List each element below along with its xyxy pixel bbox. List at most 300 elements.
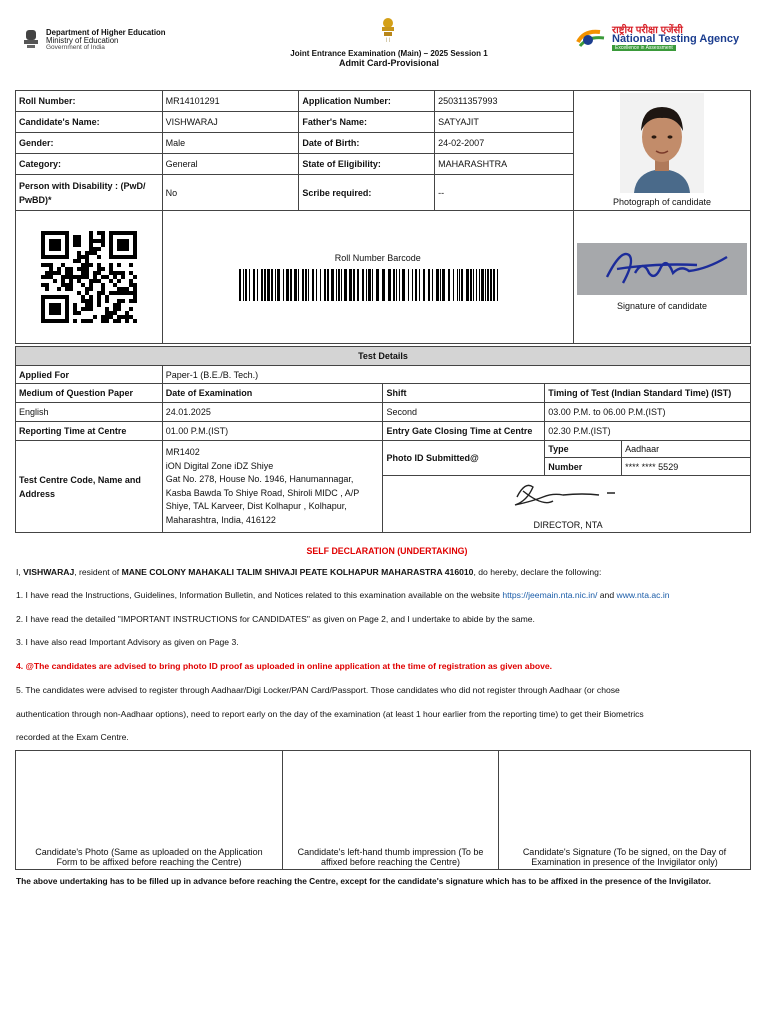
qr-module <box>53 279 57 283</box>
qr-module <box>125 287 129 291</box>
qr-module <box>49 267 53 271</box>
qr-module <box>89 299 93 303</box>
barcode-bar <box>275 269 276 301</box>
barcode-bar <box>440 269 441 301</box>
qr-module <box>109 251 113 255</box>
qr-module <box>65 299 69 303</box>
qr-module <box>89 287 93 291</box>
barcode-bar <box>459 269 460 301</box>
qr-module <box>41 299 45 303</box>
qr-module <box>121 239 125 243</box>
signature-cell <box>573 211 750 344</box>
qr-module <box>49 243 53 247</box>
qr-module <box>65 271 69 275</box>
pwd-value: No <box>162 175 299 211</box>
qr-module <box>65 319 69 323</box>
qr-module <box>109 291 113 295</box>
qr-module <box>97 279 101 283</box>
qr-module <box>85 303 89 307</box>
reporting-time-label: Reporting Time at Centre <box>16 422 163 441</box>
qr-module <box>133 291 137 295</box>
qr-module <box>117 307 121 311</box>
qr-module <box>73 239 77 243</box>
qr-module <box>129 291 133 295</box>
qr-module <box>41 239 45 243</box>
signature-affix-caption <box>499 847 750 867</box>
qr-module <box>57 271 61 275</box>
qr-module <box>85 251 89 255</box>
photo-affix-caption-line-1: Candidate's Photo (Same as uploaded on the Application <box>35 847 263 857</box>
qr-module <box>41 319 45 323</box>
barcode-bar <box>243 269 244 301</box>
qr-module <box>53 271 57 275</box>
qr-module <box>65 243 69 247</box>
qr-module <box>97 267 101 271</box>
qr-module <box>109 315 113 319</box>
qr-module <box>73 311 77 315</box>
qr-module <box>113 275 117 279</box>
qr-cell <box>16 211 163 344</box>
qr-module <box>129 299 133 303</box>
signature-affix-box <box>499 751 750 869</box>
director-signature <box>503 477 633 515</box>
qr-module <box>117 231 121 235</box>
qr-module <box>69 275 73 279</box>
qr-module <box>109 255 113 259</box>
scribe-value: -- <box>435 175 574 211</box>
qr-module <box>57 255 61 259</box>
qr-module <box>101 243 105 247</box>
qr-module <box>65 295 69 299</box>
qr-module <box>105 307 109 311</box>
qr-module <box>117 239 121 243</box>
qr-module <box>41 263 45 267</box>
qr-module <box>89 279 93 283</box>
qr-module <box>57 247 61 251</box>
qr-module <box>61 283 65 287</box>
qr-module <box>133 255 137 259</box>
qr-module <box>89 295 93 299</box>
barcode-bar <box>376 269 379 301</box>
qr-module <box>53 295 57 299</box>
qr-module <box>73 307 77 311</box>
qr-module <box>113 231 117 235</box>
qr-module <box>61 279 65 283</box>
barcode-bar <box>327 269 329 301</box>
qr-module <box>65 231 69 235</box>
qr-module <box>117 315 121 319</box>
qr-module <box>57 267 61 271</box>
qr-module <box>81 271 85 275</box>
medium-label: Medium of Question Paper <box>16 384 163 403</box>
qr-module <box>101 235 105 239</box>
qr-module <box>117 303 121 307</box>
qr-module <box>117 247 121 251</box>
dept-line-3: Government of India <box>46 44 105 51</box>
qr-module <box>57 311 61 315</box>
centre-line: Maharashtra, India, 416122 <box>165 514 276 525</box>
id-type-label: Type <box>545 441 622 458</box>
photo-caption: Photograph of candidate <box>612 197 712 207</box>
qr-module <box>77 259 81 263</box>
qr-module <box>41 275 45 279</box>
qr-module <box>113 303 117 307</box>
qr-module <box>81 255 85 259</box>
qr-module <box>97 247 101 251</box>
qr-module <box>105 295 109 299</box>
undertaking-footer: The above undertaking has to be filled up in advance before reaching the Centre, except for the candidate's signature which has to be affixed in the presence of the Invigilator. <box>16 876 711 886</box>
pwd-label <box>16 175 163 211</box>
qr-module <box>129 271 133 275</box>
qr-module <box>65 307 69 311</box>
signature-caption-line-1: Candidate's Signature (To be signed, on the Day of <box>522 847 727 857</box>
barcode-bar <box>245 269 247 301</box>
barcode-bar <box>316 269 317 301</box>
qr-module <box>121 271 125 275</box>
qr-module <box>97 303 101 307</box>
qr-module <box>65 287 69 291</box>
qr-module <box>97 291 101 295</box>
qr-module <box>93 271 97 275</box>
barcode-bar <box>320 269 321 301</box>
qr-module <box>121 255 125 259</box>
qr-module <box>109 231 113 235</box>
dept-line-1: Department of Higher Education <box>46 28 166 37</box>
qr-module <box>89 283 93 287</box>
qr-module <box>93 275 97 279</box>
dept-line-2: Ministry of Education <box>46 36 119 45</box>
qr-module <box>49 239 53 243</box>
barcode-bar <box>372 269 373 301</box>
qr-module <box>77 275 81 279</box>
qr-module <box>53 239 57 243</box>
intro-text-a: I, <box>16 567 24 577</box>
qr-module <box>45 287 49 291</box>
qr-module <box>77 235 81 239</box>
qr-module <box>125 231 129 235</box>
qr-module <box>109 239 113 243</box>
barcode-bar <box>294 269 297 301</box>
pwd-label-line-1: Person with Disability : (PwD/ <box>19 180 146 191</box>
qr-module <box>81 283 85 287</box>
photo-affix-box <box>16 751 283 869</box>
card-title: Admit Card-Provisional <box>338 58 439 68</box>
intro-text-b: , resident of <box>74 567 122 577</box>
barcode-bar <box>277 269 280 301</box>
barcode-bar <box>402 269 405 301</box>
declaration-heading: SELF DECLARATION (UNDERTAKING) <box>306 546 468 556</box>
qr-module <box>93 279 97 283</box>
candidate-details-table <box>15 90 751 344</box>
roll-number-value: MR14101291 <box>162 91 299 112</box>
qr-module <box>89 307 93 311</box>
qr-module <box>97 295 101 299</box>
qr-module <box>105 275 109 279</box>
declaration-point-5-line-3: recorded at the Exam Centre. <box>16 732 129 742</box>
category-label: Category: <box>16 154 163 175</box>
barcode-bar <box>264 269 266 301</box>
qr-module <box>49 295 53 299</box>
qr-module <box>101 275 105 279</box>
qr-module <box>61 275 65 279</box>
qr-module <box>113 255 117 259</box>
barcode-bar <box>453 269 454 301</box>
barcode-bar <box>497 269 498 301</box>
qr-module <box>77 251 81 255</box>
qr-module <box>49 275 53 279</box>
qr-module <box>85 291 89 295</box>
qr-module <box>65 315 69 319</box>
application-number-label: Application Number: <box>299 91 435 112</box>
qr-module <box>129 279 133 283</box>
qr-module <box>89 319 93 323</box>
qr-module <box>61 295 65 299</box>
qr-module <box>77 267 81 271</box>
qr-module <box>57 307 61 311</box>
qr-module <box>117 263 121 267</box>
qr-module <box>105 319 109 323</box>
qr-module <box>117 287 121 291</box>
signature-caption-line-2: Examination in presence of the Invigilator only) <box>531 857 718 867</box>
qr-module <box>41 307 45 311</box>
qr-module <box>85 299 89 303</box>
applied-for-value: Paper-1 (B.E./B. Tech.) <box>162 366 750 384</box>
dob-value: 24-02-2007 <box>435 133 574 154</box>
qr-module <box>101 287 105 291</box>
medium-value: English <box>16 403 163 422</box>
id-type-value: Aadhaar <box>622 441 751 458</box>
qr-module <box>117 291 121 295</box>
qr-module <box>49 319 53 323</box>
qr-module <box>81 307 85 311</box>
barcode-bar <box>473 269 474 301</box>
qr-module <box>89 243 93 247</box>
scribe-label: Scribe required: <box>299 175 435 211</box>
qr-module <box>89 303 93 307</box>
qr-module <box>41 295 45 299</box>
roll-number-label: Roll Number: <box>16 91 163 112</box>
qr-module <box>109 267 113 271</box>
qr-module <box>109 243 113 247</box>
qr-module <box>105 315 109 319</box>
qr-module <box>49 231 53 235</box>
candidate-name-label: Candidate's Name: <box>16 112 163 133</box>
barcode-bar <box>336 269 337 301</box>
qr-module <box>49 307 53 311</box>
qr-module <box>125 247 129 251</box>
barcode-bar <box>461 269 463 301</box>
barcode-bar <box>341 269 342 301</box>
national-emblem-icon <box>376 16 400 42</box>
qr-module <box>109 311 113 315</box>
qr-module <box>89 263 93 267</box>
candidate-photo <box>620 93 704 193</box>
qr-module <box>57 239 61 243</box>
qr-module <box>121 287 125 291</box>
barcode-bar <box>432 269 433 301</box>
qr-module <box>97 263 101 267</box>
qr-module <box>97 271 101 275</box>
exam-date-value: 24.01.2025 <box>162 403 383 422</box>
qr-module <box>125 315 129 319</box>
qr-module <box>97 255 101 259</box>
qr-module <box>125 243 129 247</box>
qr-module <box>85 287 89 291</box>
qr-module <box>41 255 45 259</box>
qr-module <box>77 243 81 247</box>
thumb-impression-box <box>283 751 499 869</box>
qr-module <box>81 295 85 299</box>
roll-number-barcode <box>239 269 501 301</box>
barcode-bar <box>239 269 241 301</box>
exam-date-label: Date of Examination <box>162 384 383 403</box>
qr-module <box>93 247 97 251</box>
qr-module <box>77 291 81 295</box>
qr-module <box>129 283 133 287</box>
barcode-bar <box>490 269 492 301</box>
qr-module <box>49 263 53 267</box>
qr-module <box>133 275 137 279</box>
barcode-bar <box>448 269 450 301</box>
barcode-caption: Roll Number Barcode <box>334 253 421 263</box>
qr-module <box>101 283 105 287</box>
barcode-bar <box>271 269 273 301</box>
barcode-bar <box>261 269 263 301</box>
barcode-bar <box>308 269 309 301</box>
point-1-and: and <box>597 590 617 600</box>
barcode-bar <box>442 269 445 301</box>
qr-module <box>121 299 125 303</box>
centre-line: MR1402 <box>165 447 200 457</box>
dob-label: Date of Birth: <box>299 133 435 154</box>
qr-module <box>109 247 113 251</box>
barcode-bar <box>382 269 385 301</box>
qr-module <box>53 231 57 235</box>
qr-module <box>81 267 85 271</box>
director-signature-cell <box>383 476 751 533</box>
nta-hindi-name: राष्ट्रीय परीक्षा एजेंसी <box>612 25 683 36</box>
qr-module <box>133 295 137 299</box>
barcode-bar <box>493 269 495 301</box>
qr-module <box>133 231 137 235</box>
barcode-bar <box>324 269 326 301</box>
qr-module <box>121 291 125 295</box>
gender-label: Gender: <box>16 133 163 154</box>
signature-caption: Signature of candidate <box>616 301 708 311</box>
qr-module <box>61 263 65 267</box>
qr-module <box>53 243 57 247</box>
category-value: General <box>162 154 299 175</box>
declaration-point-5-line-2: authentication through non-Aadhaar options), need to report early on the day of the examination (at least 1 hour earlier from the reporting time) to get their Biometrics <box>16 709 644 719</box>
barcode-bar <box>312 269 314 301</box>
qr-module <box>133 247 137 251</box>
barcode-cell <box>162 211 573 344</box>
qr-module <box>41 283 45 287</box>
barcode-bar <box>476 269 477 301</box>
qr-module <box>85 263 89 267</box>
qr-module <box>41 311 45 315</box>
qr-module <box>41 243 45 247</box>
qr-module <box>57 303 61 307</box>
applied-for-label: Applied For <box>16 366 163 384</box>
declaration-point-4: 4. @The candidates are advised to bring photo ID proof as uploaded in online application at the time of registration as given above. <box>16 661 553 671</box>
qr-module <box>41 247 45 251</box>
qr-module <box>57 295 61 299</box>
barcode-bar <box>399 269 400 301</box>
qr-module <box>53 247 57 251</box>
qr-module <box>53 303 57 307</box>
barcode-bar <box>428 269 430 301</box>
barcode-bar <box>257 269 258 301</box>
qr-module <box>81 299 85 303</box>
barcode-bar <box>298 269 299 301</box>
qr-module <box>41 235 45 239</box>
jeemain-link[interactable]: https://jeemain.nta.nic.in/ <box>502 590 598 600</box>
director-label: DIRECTOR, NTA <box>533 520 603 530</box>
qr-module <box>73 259 77 263</box>
state-label: State of Eligibility: <box>299 154 435 175</box>
qr-module <box>41 315 45 319</box>
qr-module <box>89 235 93 239</box>
qr-module <box>45 319 49 323</box>
qr-module <box>133 283 137 287</box>
nta-english-name: National Testing Agency <box>612 33 740 45</box>
qr-module <box>133 287 137 291</box>
barcode-bar <box>457 269 458 301</box>
qr-module <box>125 239 129 243</box>
qr-module <box>121 315 125 319</box>
qr-module <box>113 291 117 295</box>
barcode-bar <box>415 269 417 301</box>
centre-line: iON Digital Zone iDZ Shiye <box>165 460 274 471</box>
thumb-impression-caption <box>283 847 498 867</box>
qr-module <box>89 251 93 255</box>
qr-module <box>105 311 109 315</box>
qr-module <box>53 311 57 315</box>
pwd-label-line-2: PwBD)* <box>19 194 52 205</box>
qr-module <box>113 271 117 275</box>
barcode-bar <box>470 269 472 301</box>
test-centre-label-line-2: Address <box>19 488 56 499</box>
qr-module <box>65 283 69 287</box>
qr-module <box>65 239 69 243</box>
qr-module <box>101 239 105 243</box>
barcode-bar <box>353 269 355 301</box>
barcode-bar <box>290 269 292 301</box>
qr-module <box>109 279 113 283</box>
qr-module <box>65 235 69 239</box>
qr-module <box>121 275 125 279</box>
barcode-bar <box>393 269 395 301</box>
qr-module <box>129 263 133 267</box>
qr-module <box>93 239 97 243</box>
qr-module <box>57 231 61 235</box>
id-number-label: Number <box>545 458 622 476</box>
qr-module <box>45 231 49 235</box>
barcode-bar <box>267 269 270 301</box>
point-1-text: 1. I have read the Instructions, Guidelines, Information Bulletin, and Notices related to this examination available on the website <box>16 590 503 600</box>
test-details-heading: Test Details <box>16 347 751 366</box>
qr-module <box>85 307 89 311</box>
qr-module <box>129 315 133 319</box>
test-details-table <box>15 346 751 533</box>
qr-module <box>65 275 69 279</box>
qr-module <box>93 251 97 255</box>
qr-module <box>65 303 69 307</box>
qr-module <box>65 255 69 259</box>
nta-website-link[interactable]: www.nta.ac.in <box>616 590 670 600</box>
test-centre-address <box>162 441 383 533</box>
